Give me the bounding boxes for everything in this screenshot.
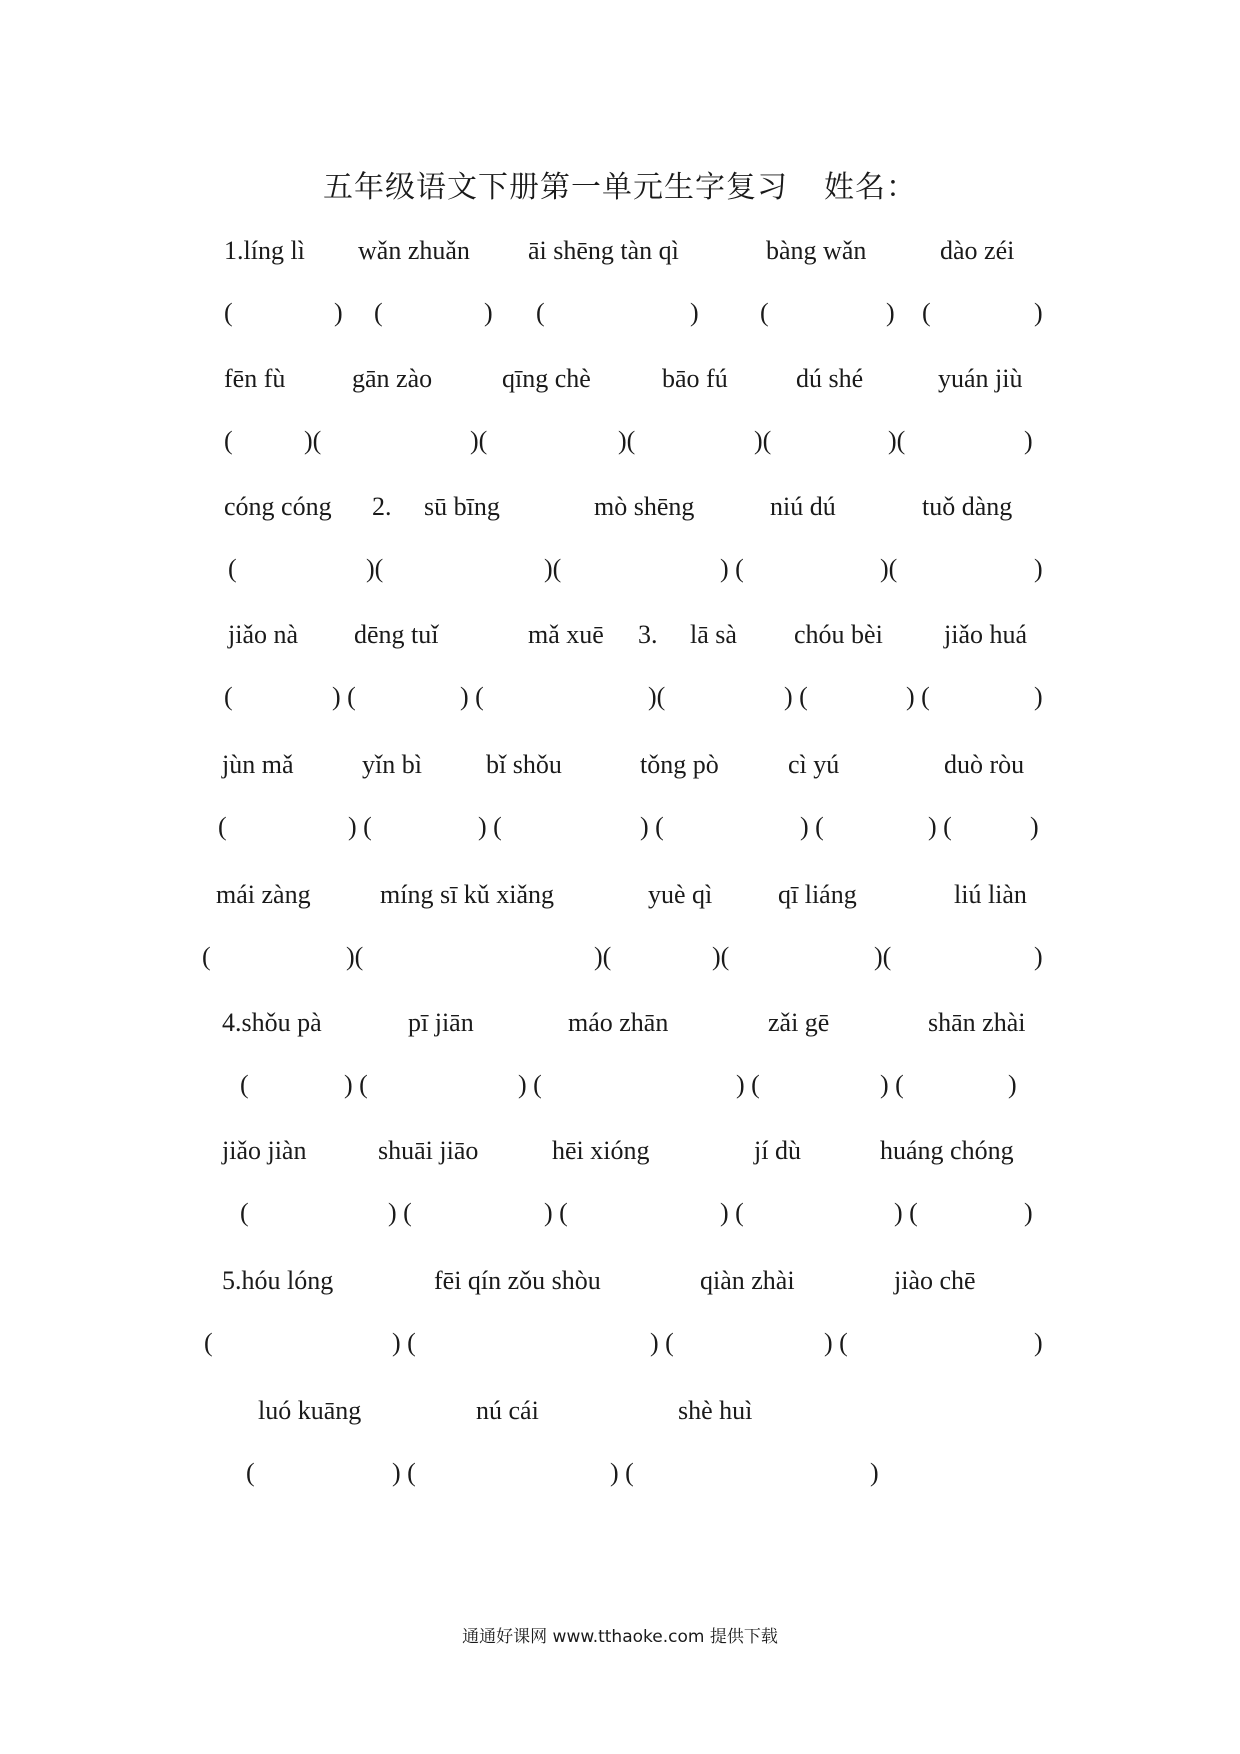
answer-bracket: ) ( [344, 1070, 368, 1099]
pinyin-item: tǒng pò [640, 750, 719, 779]
pinyin-item: cì yú [788, 750, 840, 779]
pinyin-item: pī jiān [408, 1008, 474, 1037]
answer-bracket: ) [870, 1458, 879, 1487]
pinyin-item: qī liáng [778, 880, 857, 909]
answer-bracket: ( [228, 554, 237, 583]
pinyin-item: āi shēng tàn qì [528, 236, 679, 265]
answer-bracket: ) ( [518, 1070, 542, 1099]
answer-row [0, 812, 1240, 852]
answer-bracket: ) ( [906, 682, 930, 711]
pinyin-item: fēi qín zǒu shòu [434, 1266, 601, 1295]
name-label: 姓名： [824, 170, 917, 205]
answer-bracket: ) [1034, 298, 1043, 327]
answer-bracket: ( [224, 682, 233, 711]
pinyin-row [0, 1266, 1240, 1306]
answer-bracket: ) [1030, 812, 1039, 841]
answer-bracket: ( [202, 942, 211, 971]
answer-bracket: ( [374, 298, 383, 327]
answer-bracket: ) ( [720, 554, 744, 583]
pinyin-item: jí dù [754, 1136, 801, 1165]
answer-bracket: ) [1034, 554, 1043, 583]
answer-bracket: ( [240, 1070, 249, 1099]
pinyin-item: jiào chē [894, 1266, 976, 1295]
pinyin-item: mǎ xuē [528, 620, 604, 649]
pinyin-item: huáng chóng [880, 1136, 1014, 1165]
answer-bracket: ( [246, 1458, 255, 1487]
answer-bracket: ) [1034, 682, 1043, 711]
answer-row [0, 942, 1240, 982]
pinyin-item: liú liàn [954, 880, 1027, 909]
page-title [0, 162, 1240, 206]
pinyin-item: 1.líng lì [224, 236, 305, 265]
answer-bracket: ) ( [544, 1198, 568, 1227]
answer-bracket: ) ( [460, 682, 484, 711]
pinyin-item: lā sà [690, 620, 737, 649]
answer-bracket: ) [1034, 1328, 1043, 1357]
pinyin-item: qīng chè [502, 364, 591, 393]
answer-bracket: ) [1034, 942, 1043, 971]
pinyin-item: jùn mǎ [222, 750, 294, 779]
pinyin-item: gān zào [352, 364, 433, 393]
pinyin-item: shuāi jiāo [378, 1136, 479, 1165]
answer-bracket: )( [346, 942, 364, 971]
pinyin-row [0, 750, 1240, 790]
pinyin-item: chóu bèi [794, 620, 883, 649]
pinyin-item: 3. [638, 620, 658, 649]
pinyin-item: zǎi gē [768, 1008, 830, 1037]
footer-credit: 通通好课网 www.tthaoke.com 提供下载 [462, 1627, 778, 1647]
pinyin-row [0, 364, 1240, 404]
pinyin-item: míng sī kǔ xiǎng [380, 880, 555, 909]
answer-bracket: ) [1024, 1198, 1033, 1227]
pinyin-item: hēi xióng [552, 1136, 650, 1165]
pinyin-item: wǎn zhuǎn [358, 236, 470, 265]
answer-bracket: ( [218, 812, 227, 841]
answer-row [0, 554, 1240, 594]
answer-bracket: ) ( [720, 1198, 744, 1227]
answer-row [0, 1458, 1240, 1498]
answer-bracket: ( [204, 1328, 213, 1357]
pinyin-item: mò shēng [594, 492, 695, 521]
answer-bracket: ) ( [392, 1458, 416, 1487]
answer-bracket: ) ( [824, 1328, 848, 1357]
answer-bracket: )( [618, 426, 636, 455]
pinyin-item: 2. [372, 492, 392, 521]
answer-bracket: ) ( [392, 1328, 416, 1357]
answer-bracket: ) [690, 298, 699, 327]
answer-bracket: )( [648, 682, 666, 711]
answer-bracket: ) ( [784, 682, 808, 711]
pinyin-item: shān zhài [928, 1008, 1026, 1037]
pinyin-row [0, 620, 1240, 660]
pinyin-item: duò ròu [944, 750, 1025, 779]
pinyin-row [0, 492, 1240, 532]
pinyin-item: yǐn bì [362, 750, 422, 779]
answer-bracket: ) ( [894, 1198, 918, 1227]
pinyin-item: cóng cóng [224, 492, 332, 521]
answer-bracket: ( [224, 298, 233, 327]
answer-bracket: ) ( [348, 812, 372, 841]
pinyin-item: jiǎo jiàn [222, 1136, 307, 1165]
title-text: 五年级语文下册第一单元生字复习 [323, 170, 788, 205]
pinyin-item: jiǎo nà [228, 620, 299, 649]
answer-bracket: ) ( [880, 1070, 904, 1099]
pinyin-item: bàng wǎn [766, 236, 867, 265]
pinyin-row [0, 1396, 1240, 1436]
answer-bracket: ( [536, 298, 545, 327]
answer-bracket: )( [874, 942, 892, 971]
answer-row [0, 1198, 1240, 1238]
answer-bracket: ) [1024, 426, 1033, 455]
answer-row [0, 298, 1240, 338]
answer-bracket: ) ( [800, 812, 824, 841]
answer-bracket: )( [304, 426, 322, 455]
answer-bracket: ) ( [388, 1198, 412, 1227]
pinyin-item: mái zàng [216, 880, 311, 909]
pinyin-item: qiàn zhài [700, 1266, 795, 1295]
answer-row [0, 682, 1240, 722]
pinyin-item: yuè qì [648, 880, 713, 909]
answer-bracket: )( [880, 554, 898, 583]
answer-bracket: )( [754, 426, 772, 455]
answer-bracket: )( [544, 554, 562, 583]
answer-bracket: )( [888, 426, 906, 455]
answer-bracket: ) [484, 298, 493, 327]
answer-bracket: )( [470, 426, 488, 455]
answer-bracket: ) ( [640, 812, 664, 841]
answer-bracket: ) [886, 298, 895, 327]
answer-bracket: ( [760, 298, 769, 327]
pinyin-item: shè huì [678, 1396, 753, 1425]
answer-row [0, 1328, 1240, 1368]
pinyin-item: bǐ shǒu [486, 750, 562, 779]
pinyin-item: 5.hóu lóng [222, 1266, 334, 1295]
answer-bracket: ) [1008, 1070, 1017, 1099]
answer-bracket: ) ( [478, 812, 502, 841]
answer-bracket: ) [334, 298, 343, 327]
pinyin-item: fēn fù [224, 364, 286, 393]
pinyin-row [0, 236, 1240, 276]
answer-row [0, 1070, 1240, 1110]
pinyin-item: niú dú [770, 492, 836, 521]
pinyin-item: dēng tuǐ [354, 620, 439, 649]
pinyin-item: bāo fú [662, 364, 728, 393]
answer-bracket: ) ( [332, 682, 356, 711]
pinyin-item: jiǎo huá [944, 620, 1028, 649]
pinyin-item: máo zhān [568, 1008, 669, 1037]
answer-row [0, 426, 1240, 466]
pinyin-item: nú cái [476, 1396, 539, 1425]
answer-bracket: )( [366, 554, 384, 583]
answer-bracket: ( [240, 1198, 249, 1227]
answer-bracket: ) ( [610, 1458, 634, 1487]
pinyin-row [0, 1136, 1240, 1176]
pinyin-item: sū bīng [424, 492, 500, 521]
answer-bracket: ( [922, 298, 931, 327]
answer-bracket: ) ( [650, 1328, 674, 1357]
pinyin-item: tuǒ dàng [922, 492, 1013, 521]
pinyin-row [0, 880, 1240, 920]
answer-bracket: )( [594, 942, 612, 971]
pinyin-item: dú shé [796, 364, 864, 393]
answer-bracket: ) ( [928, 812, 952, 841]
pinyin-item: yuán jiù [938, 364, 1023, 393]
answer-bracket: ) ( [736, 1070, 760, 1099]
pinyin-item: dào zéi [940, 236, 1015, 265]
pinyin-item: luó kuāng [258, 1396, 362, 1425]
pinyin-item: 4.shǒu pà [222, 1008, 322, 1037]
answer-bracket: ( [224, 426, 233, 455]
pinyin-row [0, 1008, 1240, 1048]
answer-bracket: )( [712, 942, 730, 971]
